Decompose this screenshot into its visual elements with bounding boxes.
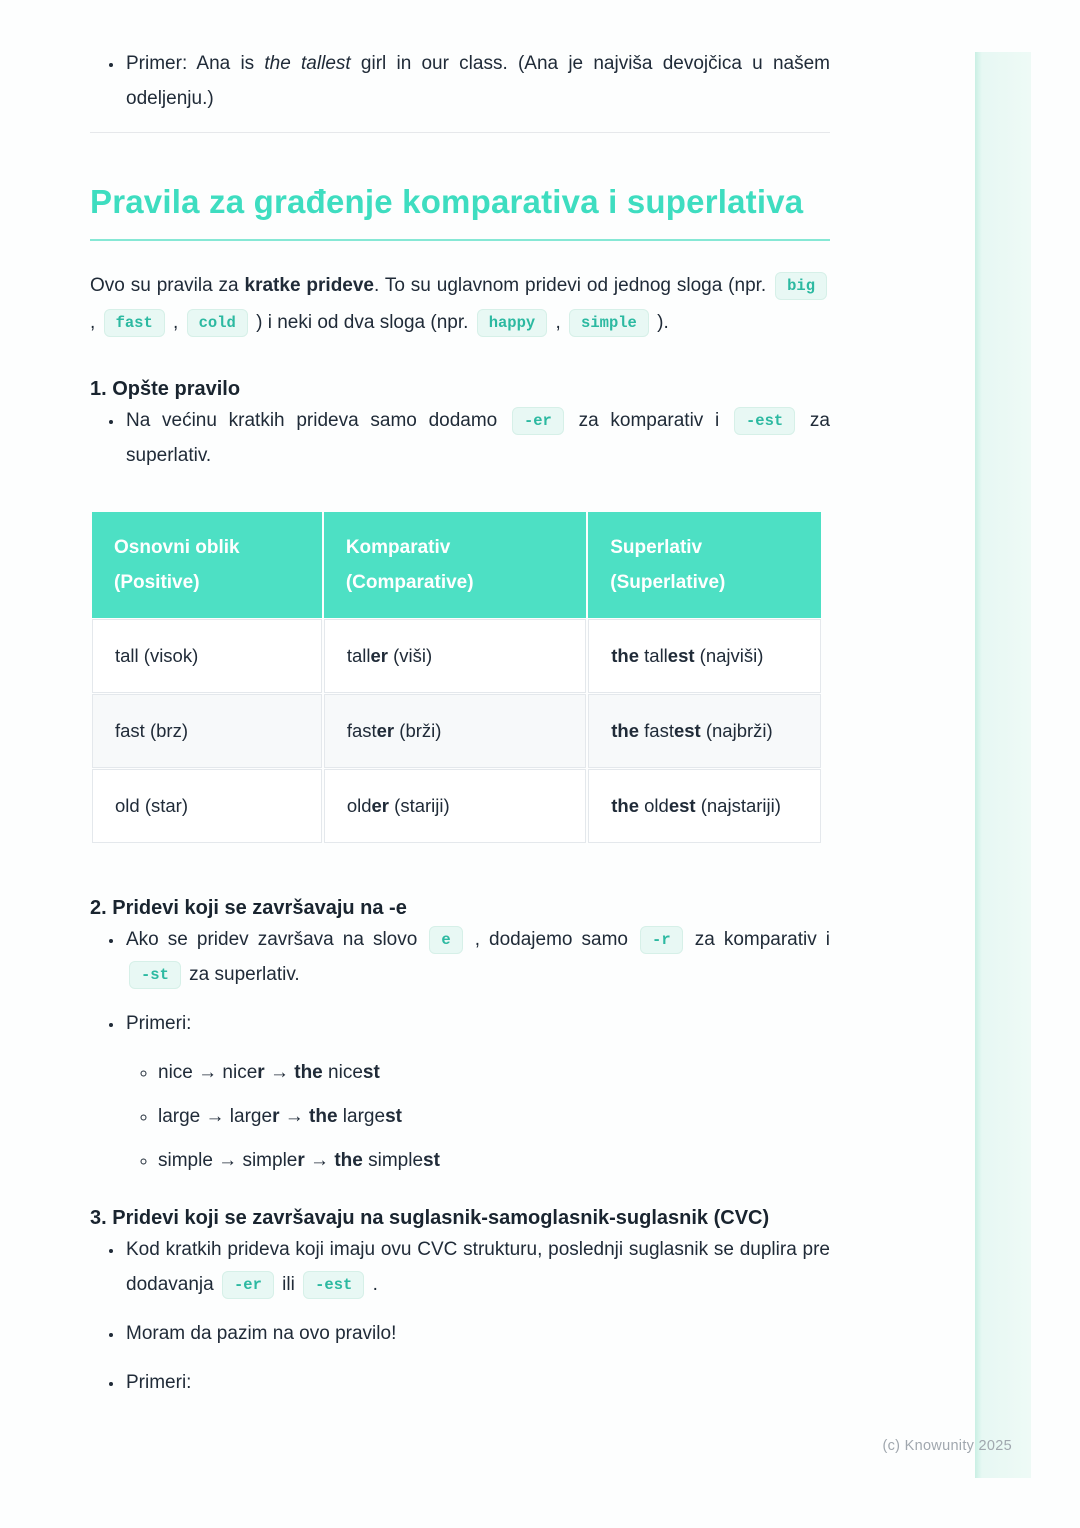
cell-tall-superlative: the tallest (najviši) xyxy=(588,619,821,693)
inline-code-chip: -est xyxy=(734,407,795,435)
rule-general-item: • Na većinu kratkih prideva samo dodamo -er za komparativ i -est za superlativ. xyxy=(124,403,830,473)
example-item-tallest: • Primer: Ana is the tallest girl in our class. (Ana je najviša devojčica u našem odeljenju.) xyxy=(124,46,830,116)
table-row-old xyxy=(92,769,821,843)
cell-fast-comparative: faster (brži) xyxy=(324,694,586,768)
section-3-heading: 3. Pridevi koji se završavaju na suglasnik-samoglasnik-suglasnik (CVC) xyxy=(90,1207,770,1229)
cell-fast-positive: fast (brz) xyxy=(92,694,322,768)
inline-code-chip: -est xyxy=(303,1271,364,1299)
section-1-list xyxy=(90,403,830,473)
inline-code-chip: e xyxy=(429,926,462,954)
decorative-side-strip xyxy=(975,52,1031,1478)
inline-code-chip: -er xyxy=(512,407,564,435)
rule-cvc-item: • Kod kratkih prideva koji imaju ovu CVC strukturu, poslednji suglasnik se duplira pre dodavanja -er ili -est . xyxy=(124,1232,830,1302)
cell-tall-positive: tall (visok) xyxy=(92,619,322,693)
inline-code-chip: happy xyxy=(477,309,548,337)
inline-code-chip: -st xyxy=(129,961,181,989)
inline-code-chip: cold xyxy=(187,309,248,337)
example-list xyxy=(90,46,830,116)
section-divider xyxy=(90,132,830,133)
example-large: ◦ large → larger → the largest xyxy=(158,1099,830,1134)
cell-old-positive: old (star) xyxy=(92,769,322,843)
rule-ends-in-e-item: • Ako se pridev završava na slovo e , dodajemo samo -r za komparativ i -st za superlativ. xyxy=(124,922,830,992)
table-header xyxy=(92,512,821,618)
section-2-list xyxy=(90,922,830,1178)
cell-old-comparative: older (stariji) xyxy=(324,769,586,843)
section-1-heading: 1. Opšte pravilo xyxy=(90,378,241,400)
table-row-fast xyxy=(92,694,821,768)
header-positive: Osnovni oblik (Positive) xyxy=(92,512,322,618)
examples-label-item: • Primeri: ◦ nice → nicer → the nicest ◦ large → larger → the largest ◦ simple → simpler → the simplest xyxy=(124,1006,830,1178)
title-underline xyxy=(90,239,830,241)
copyright-notice: (c) Knowunity 2025 xyxy=(882,1438,1012,1454)
example-simple: ◦ simple → simpler → the simplest xyxy=(158,1143,830,1178)
inline-code-chip: fast xyxy=(104,309,165,337)
inline-code-chip: -r xyxy=(640,926,683,954)
cell-tall-comparative: taller (viši) xyxy=(324,619,586,693)
page-title: Pravila za građenje komparativa i superlativa xyxy=(90,183,804,220)
section-3-list xyxy=(90,1232,830,1400)
cell-fast-superlative: the fastest (najbrži) xyxy=(588,694,821,768)
inline-code-chip: simple xyxy=(569,309,649,337)
cell-old-superlative: the oldest (najstariji) xyxy=(588,769,821,843)
intro-paragraph: Ovo su pravila za kratke prideve. To su uglavnom pridevi od jednog sloga (npr. big , fast , cold ) i neki od dva sloga (npr. happy , simple ). xyxy=(90,267,830,341)
header-superlative: Superlativ (Superlative) xyxy=(588,512,821,618)
examples-label-item-2: • Primeri: xyxy=(124,1365,830,1400)
inline-code-chip: -er xyxy=(222,1271,274,1299)
section-2-heading: 2. Pridevi koji se završavaju na -e xyxy=(90,897,407,919)
header-comparative: Komparativ (Comparative) xyxy=(324,512,586,618)
comparison-table xyxy=(90,511,823,844)
attention-note-item: • Moram da pazim na ovo pravilo! xyxy=(124,1316,830,1351)
example-nice: ◦ nice → nicer → the nicest xyxy=(158,1055,830,1090)
table-row-tall xyxy=(92,619,821,693)
document-content xyxy=(90,0,830,1414)
inline-code-chip: big xyxy=(775,272,827,300)
examples-sublist xyxy=(126,1055,830,1178)
